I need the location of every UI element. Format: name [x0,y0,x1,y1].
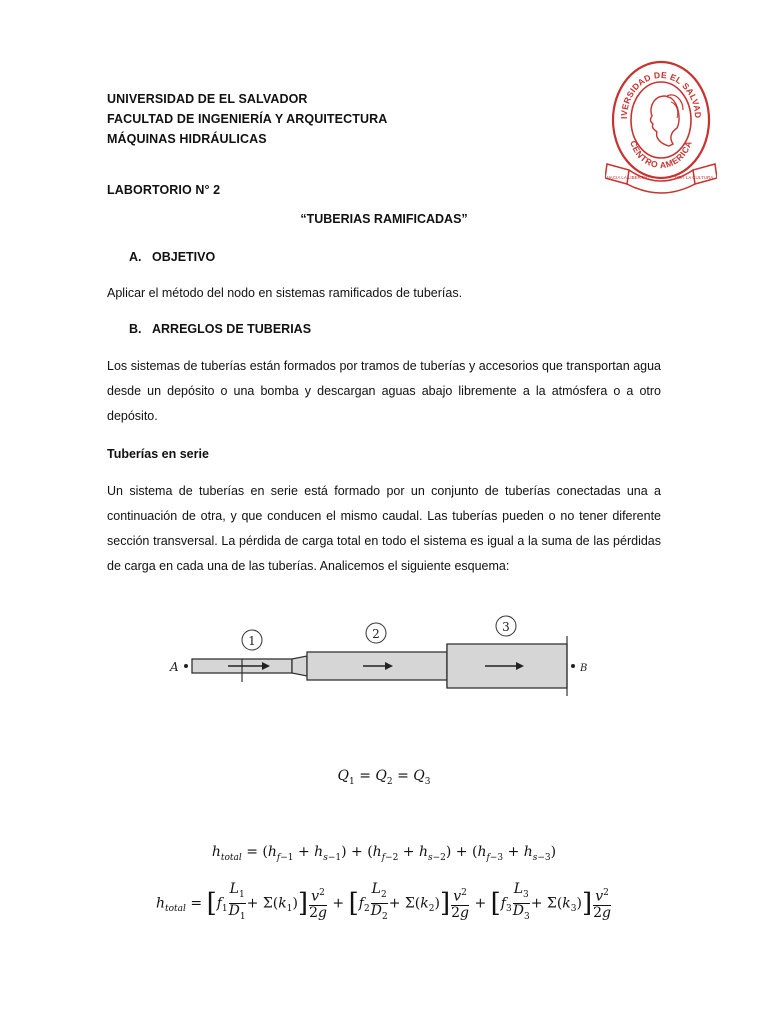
series-heading: Tuberías en serie [107,447,209,461]
university-seal-logo [605,52,717,194]
seal-bottom-text: CENTRO AMERICA [628,139,694,171]
document-subtitle: “TUBERIAS RAMIFICADAS” [300,212,468,226]
svg-text:CENTRO AMERICA [628,139,694,170]
seal-top-text: IVERSIDAD DE EL SALVAD [618,69,704,119]
faculty-name: FACULTAD DE INGENIERÍA Y ARQUITECTURA [107,112,388,126]
series-pipe-diagram [160,610,600,700]
university-name: UNIVERSIDAD DE EL SALVADOR [107,92,308,106]
pipe-2-label: 2 [372,627,380,641]
course-name: MÁQUINAS HIDRÁULICAS [107,132,267,146]
head-loss-equation: $h_{total} = (h_{f-1} + h_{s-1}) + (h_{f-2} + h_{s-2}) + (h_{f-3} + h_{s-3})$ [211,844,557,863]
head-loss-expanded-equation: $h_{total} = [f_1$ $\frac{L_1}{D_1}$ + $\Sigma(k_1)$] $\frac{v^2}{2g}$ + [$f_2$ $\frac{L_2}{D_2}$ + $\Sigma(k_2)$] $\frac{v^2}{2g}$ + [$f_3$ $\frac{L_3}{D_3}$ + $\Sigma(k_3)$] $\frac{v^2}{2g}$ [155,881,612,922]
point-a-label: A [170,660,179,674]
pipe-3-label: 3 [502,620,510,634]
series-text: Un sistema de tuberías en serie está formado por un conjunto de tuberías conectadas una a continuación de otra, y que conducen el mismo caudal. Las tuberías pueden o no tener diferente sección transversal. La pérdida de carga total en todo el sistema es igual a la suma de las pérdidas de carga en cada una de las tuberías. Analicemos el siguiente esquema: [107,484,661,573]
section-a-text: Aplicar el método del nodo en sistemas ramificados de tuberías. [107,286,463,300]
section-a-label: A. [129,250,142,264]
section-a-title: OBJETIVO [152,250,216,264]
seal-banner-right: POR LA CULTURA [674,175,714,180]
seal-banner-left: HACIA LA LIBERTAD [606,175,650,180]
section-b-title: ARREGLOS DE TUBERIAS [152,322,312,336]
pipe-1-label: 1 [248,634,256,648]
section-b-label: B. [129,322,142,336]
point-b-label: B [580,663,588,674]
lab-title: LABORTORIO N° 2 [107,183,221,197]
section-b-text: Los sistemas de tuberías están formados por tramos de tuberías y accesorios que transportan agua desde un depósito o una bomba y descargan aguas abajo libremente a la atmósfera o a otro depósito. [107,359,661,423]
flow-equation: $Q_1 = Q_2 = Q_3$ [337,768,431,787]
